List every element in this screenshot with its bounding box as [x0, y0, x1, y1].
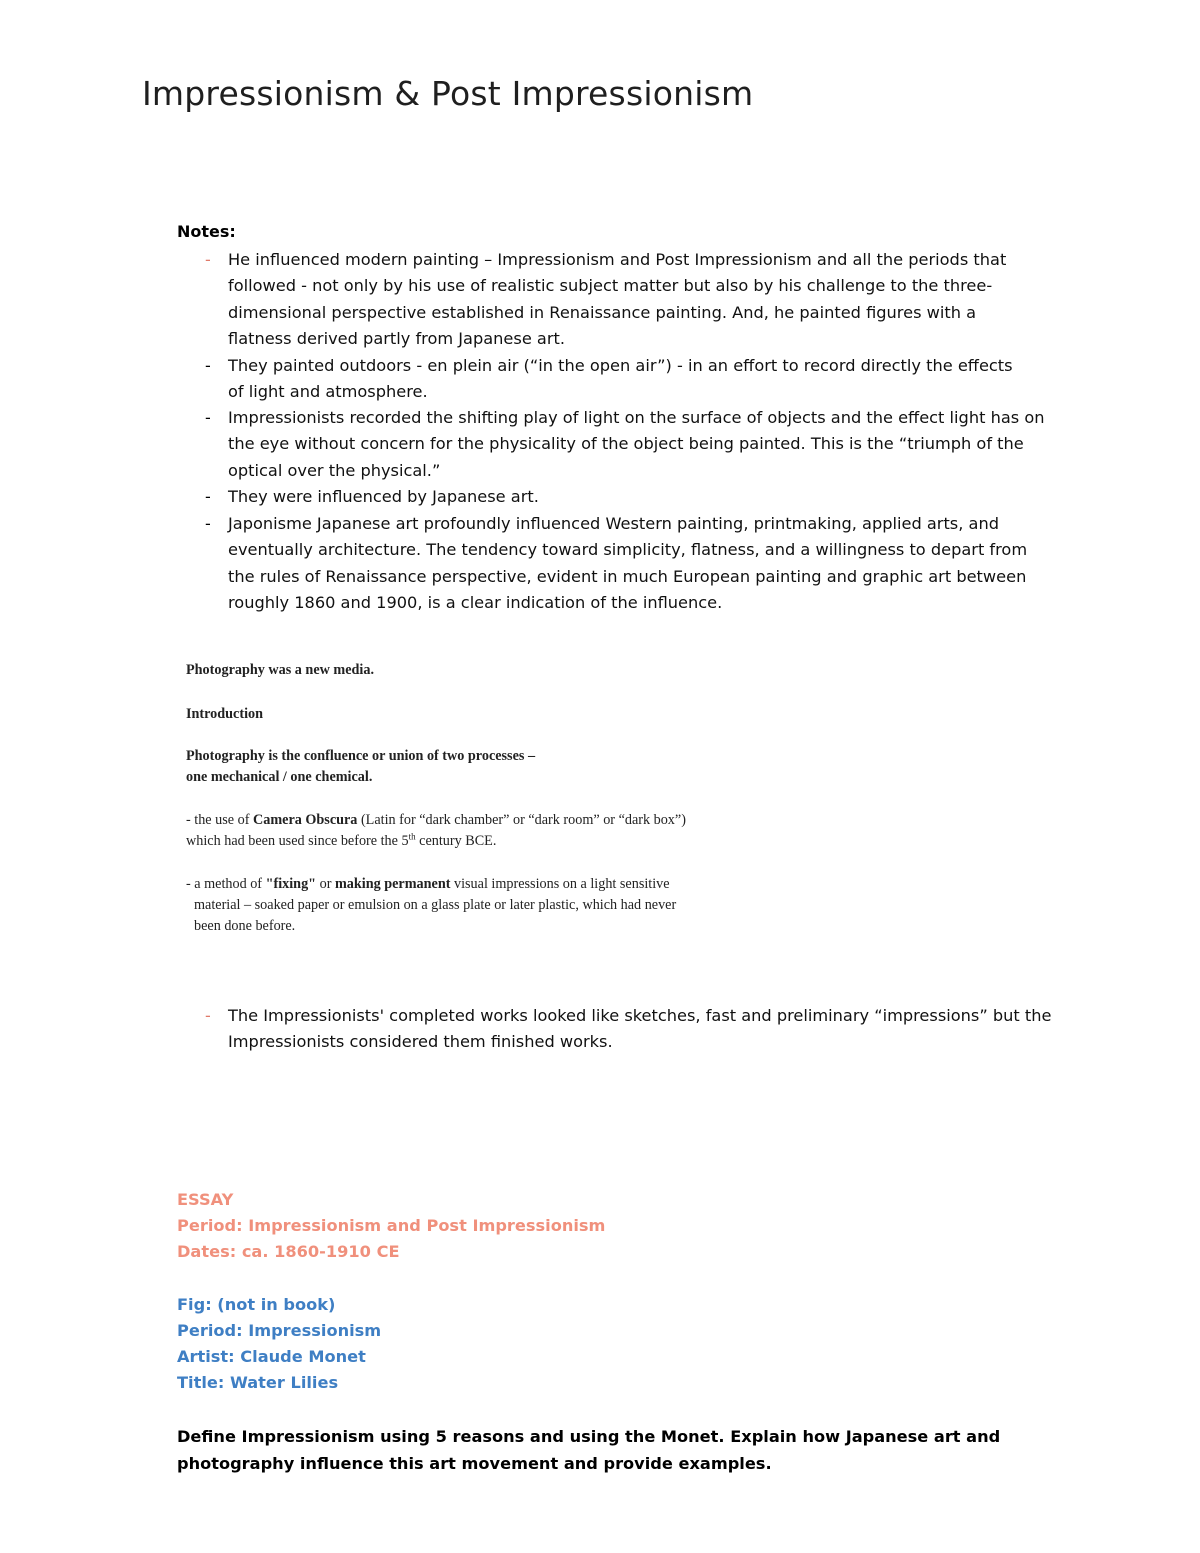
- list-item-text: They were influenced by Japanese art.: [228, 487, 539, 506]
- figure-artist: Artist: Claude Monet: [177, 1347, 366, 1366]
- figure-label: Fig: (not in book): [177, 1295, 336, 1314]
- camera-line2-pre: which had been used since before the 5: [186, 833, 409, 849]
- list-item: [205, 511, 1038, 616]
- list-item-text: Impressionists recorded the shifting play of light on the surface of objects and the effect light has on the eye without concern for the physicality of the object being painted. This is the “triumph of the optical over the physical.”: [228, 408, 1045, 480]
- dash-bullet-icon: -: [205, 487, 211, 506]
- fixing-term: "fixing": [265, 876, 317, 892]
- confluence-line-2: one mechanical / one chemical.: [186, 769, 373, 785]
- essay-question: Define Impressionism using 5 reasons and using the Monet. Explain how Japanese art and photography influence this art movement and provide examples.: [177, 1427, 1001, 1473]
- camera-pre-text: - the use of: [186, 812, 253, 828]
- essay-dates: Dates: ca. 1860-1910 CE: [177, 1242, 400, 1261]
- photography-heading: Photography was a new media.: [186, 662, 374, 678]
- list-item-text: They painted outdoors - en plein air (“in the open air”) - in an effort to record directly the effects of light and atmosphere.: [228, 356, 1013, 402]
- list-item-text: He influenced modern painting – Impressionism and Post Impressionism and all the periods that followed - not only by his use of realistic subject matter but also by his challenge to the three-dimensional perspective established in Renaissance painting. And, he painted figures with a flatness derived partly from Japanese art.: [228, 250, 1007, 348]
- fixing-line-1: [186, 874, 670, 895]
- dash-bullet-icon: -: [205, 514, 211, 533]
- list-item: [205, 247, 1038, 352]
- making-permanent-term: making permanent: [334, 876, 451, 892]
- list-item-text: The Impressionists' completed works looked like sketches, fast and preliminary “impressions” but the Impressionists considered them finished works.: [228, 1006, 1052, 1052]
- dash-bullet-icon: -: [205, 1006, 211, 1025]
- fixing-pre-text: - a method of: [186, 876, 266, 892]
- figure-title: Title: Water Lilies: [177, 1373, 339, 1392]
- fixing-line-3: been done before.: [194, 918, 296, 934]
- fixing-line-2: material – soaked paper or emulsion on a glass plate or later plastic, which had never: [194, 897, 677, 913]
- list-item: [205, 353, 1028, 406]
- ordinal-superscript: th: [408, 831, 416, 842]
- list-item: [205, 484, 1028, 510]
- notes-label: Notes:: [177, 222, 236, 241]
- figure-period: Period: Impressionism: [177, 1321, 382, 1340]
- camera-obscura-term: Camera Obscura: [252, 812, 358, 828]
- confluence-line-1: Photography is the confluence or union of two processes –: [186, 748, 536, 764]
- dash-bullet-icon: -: [205, 250, 211, 269]
- camera-obscura-line-2: [186, 831, 496, 852]
- dash-bullet-icon: -: [205, 408, 211, 427]
- camera-obscura-line-1: [186, 810, 686, 831]
- list-item: [205, 1003, 1068, 1056]
- fixing-mid-text: or: [316, 876, 335, 892]
- page-title: Impressionism & Post Impressionism: [142, 74, 754, 113]
- essay-label: ESSAY: [177, 1190, 234, 1209]
- list-item-text: Japonisme Japanese art profoundly influenced Western painting, printmaking, applied arts, and eventually architecture. The tendency toward simplicity, flatness, and a willingness to depart from the rules of Renaissance perspective, evident in much European painting and graphic art between roughly 1860 and 1900, is a clear indication of the influence.: [228, 514, 1028, 612]
- dash-bullet-icon: -: [205, 356, 211, 375]
- list-item: [205, 405, 1048, 484]
- camera-line2-post: century BCE.: [415, 833, 497, 849]
- introduction-heading: Introduction: [186, 706, 263, 722]
- camera-post-text: (Latin for “dark chamber” or “dark room” or “dark box”): [357, 812, 686, 828]
- fixing-post-text: visual impressions on a light sensitive: [450, 876, 670, 892]
- essay-period: Period: Impressionism and Post Impressionism: [177, 1216, 606, 1235]
